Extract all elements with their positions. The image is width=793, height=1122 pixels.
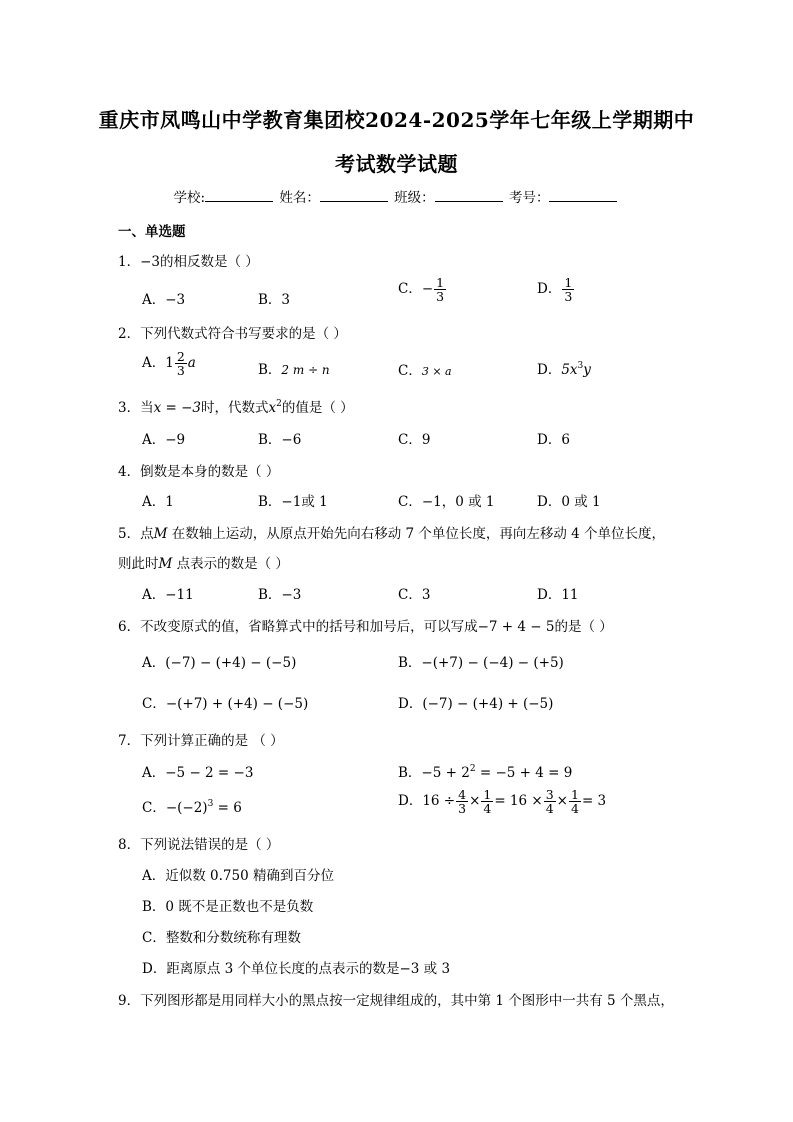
q2-c-prefix: C． <box>398 363 422 379</box>
question-9: 9．下列图形都是用同样大小的黑点按一定规律组成的，其中第 1 个图形中一共有 5 个黑点， <box>118 993 674 1009</box>
section-heading: 一、单选题 <box>118 224 186 240</box>
exponent: 3 <box>577 361 584 371</box>
q3-option-a[interactable]: A．−9 <box>142 432 186 448</box>
q3-text: 时，代数式 <box>201 400 269 416</box>
math-expr: = 3 <box>581 793 607 810</box>
q8-option-a[interactable]: A．近似数 0.750 精确到百分位 <box>142 868 334 884</box>
q4-option-a[interactable]: A．1 <box>142 494 174 510</box>
question-8: 8．下列说法错误的是（ ） <box>118 837 280 853</box>
fraction: $\frac{1}{4}$ <box>483 787 492 817</box>
math-op: × <box>469 793 481 810</box>
q2-d-prefix: D． <box>537 362 562 378</box>
q1-option-b[interactable]: B．3 <box>258 292 291 308</box>
school-blank[interactable] <box>205 189 273 202</box>
student-info-line <box>0 186 793 206</box>
q5-text: 点表示的数是（ ） <box>176 556 289 572</box>
page-title-line2: 考试数学试题 <box>335 152 458 176</box>
q2-option-d[interactable] <box>537 358 591 378</box>
fraction: $\frac{3}{4}$ <box>545 787 554 817</box>
fraction: $\frac{1}{3}$ <box>564 275 573 305</box>
name-label: 姓名： <box>279 190 320 206</box>
q4-option-c[interactable]: C．−1，0 或 1 <box>398 494 495 510</box>
math-expr: x = −3 <box>153 400 202 416</box>
exponent: 2 <box>469 764 476 774</box>
math-expr: 5x <box>561 362 578 378</box>
math-var: M <box>158 556 173 572</box>
q5-option-a[interactable]: A．−11 <box>142 587 194 603</box>
number-blank[interactable] <box>549 189 617 202</box>
class-blank[interactable] <box>435 189 503 202</box>
q8-option-d[interactable]: D．距离原点 3 个单位长度的点表示的数是−3 或 3 <box>142 961 451 977</box>
exponent: 2 <box>276 399 282 409</box>
q2-option-a[interactable] <box>142 350 196 377</box>
q1-c-prefix: C．− <box>398 281 434 298</box>
variable: a <box>187 355 196 372</box>
question-7: 7．下列计算正确的是 （ ） <box>118 733 284 749</box>
q2-b-prefix: B． <box>258 362 282 378</box>
number-label: 考号： <box>508 190 550 206</box>
math-var: M <box>153 526 168 542</box>
q5-option-b[interactable]: B．−3 <box>258 587 302 603</box>
q1-option-d[interactable] <box>537 276 575 303</box>
question-6: 6．不改变原式的值，省略算式中的括号和加号后，可以写成−7 + 4 − 5的是（ ） <box>118 619 613 635</box>
q8-option-b[interactable]: B．0 既不是正数也不是负数 <box>142 899 314 915</box>
q5-text: 5．点 <box>118 526 154 542</box>
fraction: $\frac{2}{3}$ <box>176 349 185 379</box>
q7-option-c[interactable] <box>142 796 242 816</box>
math-expr: y <box>583 362 591 378</box>
q2-a-prefix: A．1 <box>142 355 174 372</box>
math-expr: = −5 + 4 = 9 <box>475 765 573 781</box>
math-op: × <box>556 793 568 810</box>
question-5-line1 <box>118 522 665 542</box>
q3-text: 3．当 <box>118 400 154 416</box>
exponent: 3 <box>207 799 214 809</box>
q4-option-d[interactable]: D．0 或 1 <box>537 494 601 510</box>
math-expr: x <box>268 400 277 416</box>
math-expr: D．16 ÷ <box>398 793 456 810</box>
fraction: $\frac{4}{3}$ <box>458 787 467 817</box>
q5-text: 则此时 <box>118 556 159 572</box>
q3-option-c[interactable]: C．9 <box>398 432 431 448</box>
q3-text: 的值是（ ） <box>281 400 354 416</box>
class-label: 班级： <box>394 190 435 206</box>
question-5-line2 <box>118 552 289 572</box>
fraction: $\frac{1}{3}$ <box>436 275 445 305</box>
q1-d-prefix: D． <box>537 281 562 298</box>
question-1: 1．−3的相反数是（ ） <box>118 254 259 270</box>
math-expr: = 16 × <box>494 793 543 810</box>
q2-option-b[interactable] <box>258 358 330 378</box>
q2-option-c[interactable] <box>398 359 452 379</box>
q7-option-a[interactable]: A．−5 − 2 = −3 <box>142 765 254 781</box>
math-expr: 3 × a <box>421 365 452 378</box>
math-expr: = 6 <box>213 800 242 816</box>
math-expr: C．−(−2) <box>142 800 208 816</box>
q6-option-b[interactable]: B．−(+7) − (−4) − (+5) <box>398 655 564 671</box>
q1-option-c[interactable] <box>398 276 447 303</box>
q6-option-c[interactable]: C．−(+7) + (+4) − (−5) <box>142 696 309 712</box>
name-blank[interactable] <box>320 189 388 202</box>
q3-option-b[interactable]: B．−6 <box>258 432 302 448</box>
q4-option-b[interactable]: B．−1或 1 <box>258 494 328 510</box>
math-expr: 2 m ÷ n <box>281 363 330 377</box>
question-2: 2．下列代数式符合书写要求的是（ ） <box>118 326 347 342</box>
q5-option-c[interactable]: C．3 <box>398 587 431 603</box>
q6-option-d[interactable]: D．(−7) − (+4) + (−5) <box>398 696 554 712</box>
q1-option-a[interactable]: A．−3 <box>142 292 186 308</box>
fraction: $\frac{1}{4}$ <box>570 787 579 817</box>
q3-option-d[interactable]: D．6 <box>537 432 570 448</box>
question-3 <box>118 396 354 416</box>
school-label: 学校: <box>173 190 206 206</box>
q8-option-c[interactable]: C．整数和分数统称有理数 <box>142 930 301 946</box>
page-title: 重庆市凤鸣山中学教育集团校2024-2025学年七年级上学期期中 <box>98 108 695 132</box>
q7-option-d[interactable] <box>398 788 606 815</box>
q7-option-b[interactable] <box>398 761 572 781</box>
q5-text: 在数轴上运动，从原点开始先向右移动 7 个单位长度，再向左移动 4 个单位长度， <box>171 526 666 542</box>
q6-option-a[interactable]: A．(−7) − (+4) − (−5) <box>142 655 297 671</box>
math-expr: B．−5 + 2 <box>398 765 470 781</box>
q5-option-d[interactable]: D．11 <box>537 587 579 603</box>
question-4: 4．倒数是本身的数是（ ） <box>118 464 280 480</box>
